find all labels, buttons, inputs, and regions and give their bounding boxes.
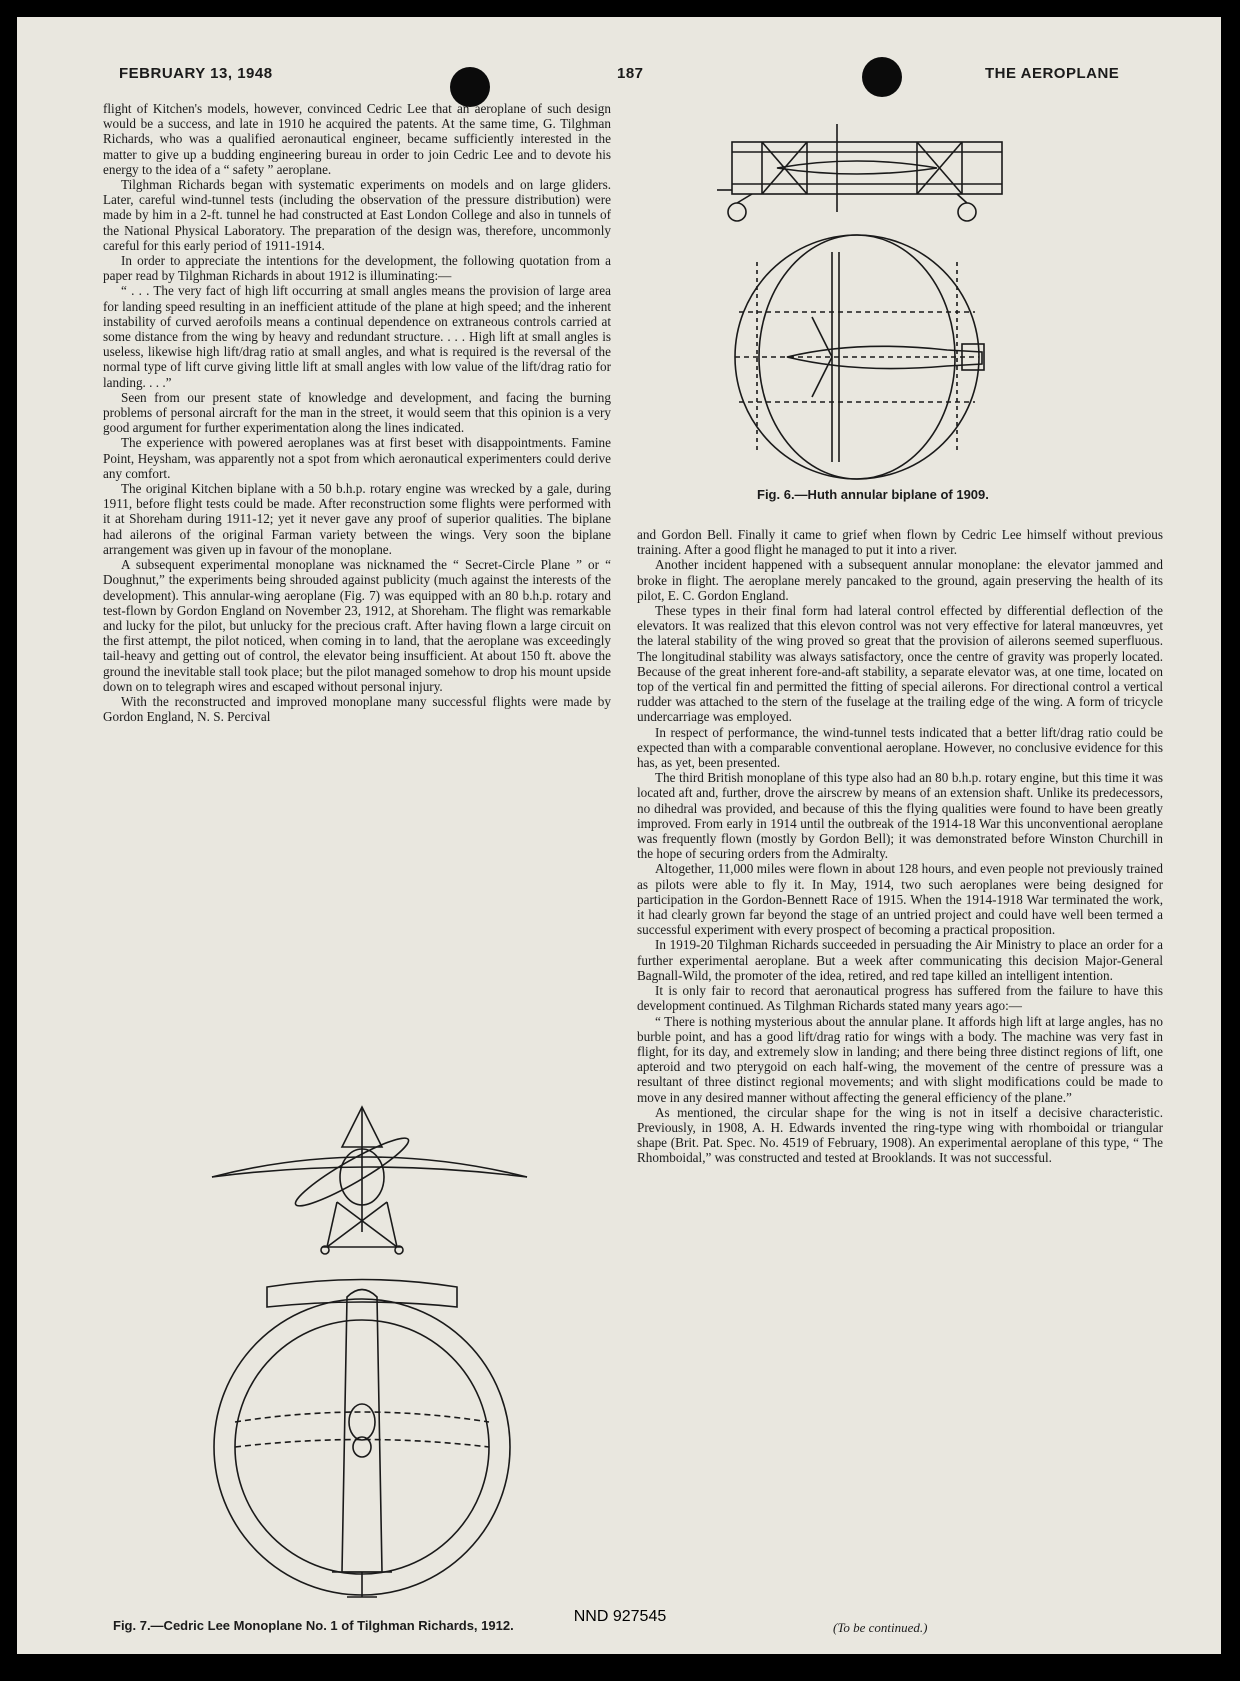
paragraph: Altogether, 11,000 miles were flown in about 128 hours, and even people not previously trained as pilots were able to fly it. In May, 1914, two such aeroplanes were being designed for participation in the Gordon-Bennett Race of 1915. When the 1914-1918 War terminated the work, it had clearly grown far beyond the stage of an untried project and could have well been termed a successful experiment with every prospect of becoming a practical proposition. bbox=[637, 861, 1163, 938]
paragraph: flight of Kitchen's models, however, convinced Cedric Lee that an aeroplane of such design would be a success, and late in 1910 he acquired the patents. At the same time, G. Tilghman Richards, who was a qualified aeronautical engineer, became sufficiently interested in the matter to give up a budding engineering bureau in order to join Cedric Lee and to devote his energy to the idea of a “ safety ” aeroplane. bbox=[103, 101, 611, 177]
figure-6-caption: Fig. 6.—Huth annular biplane of 1909. bbox=[757, 487, 989, 502]
right-column bbox=[637, 527, 1163, 1166]
paragraph: With the reconstructed and improved monoplane many successful flights were made by Gordon England, N. S. Percival bbox=[103, 693, 611, 725]
paragraph: As mentioned, the circular shape for the wing is not in itself a decisive characteristic. Previously, in 1908, A. H. Edwards invented the ring-type wing with rhomboidal or triangular shape (Brit. Pat. Spec. No. 4519 of February, 1908). An experimental aeroplane of this type, “ The Rhomboidal,” was constructed and tested at Brooklands. It was not successful. bbox=[637, 1104, 1163, 1166]
paragraph: and Gordon Bell. Finally it came to grief when flown by Cedric Lee himself without previous training. After a good flight he managed to put it into a river. bbox=[637, 527, 1163, 558]
header-publication: THE AEROPLANE bbox=[985, 65, 1120, 82]
left-column bbox=[103, 101, 611, 724]
to-be-continued: (To be continued.) bbox=[833, 1620, 928, 1635]
figure-7-caption: Fig. 7.—Cedric Lee Monoplane No. 1 of Tilghman Richards, 1912. bbox=[113, 1618, 514, 1633]
paragraph: Seen from our present state of knowledge and development, and facing the burning problems of personal aircraft for the man in the street, it would seem that this opinion is a very good argument for further experimentation along the lines indicated. bbox=[103, 389, 611, 436]
paragraph: It is only fair to record that aeronautical progress has suffered from the failure to have this development continued. As Tilghman Richards stated many years ago:— bbox=[637, 983, 1163, 1014]
quotation: “ . . . The very fact of high lift occurring at small angles means the provision of large area for landing speed resulting in an inefficient attitude of the plane at high speed; and the inherent instability of curved aerofoils means a continual dependence on extraneous controls carried at some distance from the wing by heavy and redundant structure. . . . High lift at small angles is useless, likewise high lift/drag ratio at small angles, and what is required is the reversal of the normal type of lift curve giving little lift at small angles with low value of the lift/drag ratio for landing. . . .” bbox=[103, 283, 611, 390]
paragraph: In respect of performance, the wind-tunnel tests indicated that a better lift/drag ratio could be expected than with a comparable conventional aeroplane. However, no conclusive evidence for this has, as yet, been presented. bbox=[637, 724, 1163, 771]
paragraph: Another incident happened with a subsequent annular monoplane: the elevator jammed and broke in flight. The aeroplane merely pancaked to the ground, again preserving the health of its pilot, E. C. Gordon England. bbox=[637, 557, 1163, 603]
paragraph: The original Kitchen biplane with a 50 b.h.p. rotary engine was wrecked by a gale, during 1911, before flight tests could be made. After reconstruction some flights were performed with it at Shoreham during 1911-12; yet it never gave any proof of superior qualities. The biplane had ailerons of the original Farman variety between the wings. Very soon the biplane arrangement was given up in favour of the monoplane. bbox=[103, 481, 611, 557]
figure-6-drawing bbox=[717, 112, 1047, 502]
paragraph: The third British monoplane of this type also had an 80 b.h.p. rotary engine, but this time it was located aft and, further, drove the airscrew by means of an extension shaft. Unlike its predecessors, no dihedral was provided, and because of this the flying qualities were found to have been greatly improved. From early in 1914 until the outbreak of the 1914-18 War this unconventional aeroplane was frequently flown (mostly by Gordon Bell); it was demonstrated before Winston Churchill in the hope of securing orders from the Admiralty. bbox=[637, 770, 1163, 862]
paragraph: The experience with powered aeroplanes was at first beset with disappointments. Famine Point, Heysham, was apparently not a spot from which aeronautical experimenters could derive any comfort. bbox=[103, 435, 611, 481]
header-date: FEBRUARY 13, 1948 bbox=[119, 65, 273, 82]
header-page-number: 187 bbox=[617, 65, 644, 82]
paragraph: Tilghman Richards began with systematic experiments on models and on large gliders. Later, careful wind-tunnel tests (including the observation of the pressure distribution) were made by him in a 2-ft. tunnel he had constructed at East London College and also in tunnels of the National Physical Laboratory. The preparation of the design was, therefore, uncommonly careful for this early period of 1911-1914. bbox=[103, 177, 611, 253]
paragraph: In 1919-20 Tilghman Richards succeeded in persuading the Air Ministry to place an order for a further experimental aeroplane. But a week after communicating this decision Major-General Bagnall-Wild, the promoter of the idea, retired, and red tape killed an intelligent intention. bbox=[637, 937, 1163, 983]
paragraph: A subsequent experimental monoplane was nicknamed the “ Secret-Circle Plane ” or “ Doughnut,” the experiments being shrouded against publicity (much against the interests of the development). This annular-wing aeroplane (Fig. 7) was equipped with an 80 b.h.p. rotary and test-flown by Gordon England on November 23, 1912, at Shoreham. The flight was remarkable and lucky for the pilot, but unlucky for the precious craft. After having flown a large circuit on the first attempt, the pilot noticed, when coming in to land, that the aeroplane was exceedingly tail-heavy and getting out of control, the elevator being insufficient. At about 150 ft. above the ground the inevitable stall took place; but the pilot managed somehow to drop his mount upside down on to telegraph wires and escaped without personal injury. bbox=[103, 557, 611, 694]
archive-reference: NND 927545 bbox=[573, 1608, 667, 1625]
quotation: “ There is nothing mysterious about the annular plane. It affords high lift at large angles, has no burble point, and has a good lift/drag ratio for wings with a body. The machine was very fast in flight, for its day, and extremely slow in landing; and there being three distinct regions of lift, one apteroid and two pterygoid on each half-wing, the movement of the centre of pressure was a resultant of three distinct regional movements; and with slight modifications could be made to move in any desired manner without affecting the general efficiency of the plane.” bbox=[637, 1013, 1163, 1105]
magazine-page bbox=[17, 17, 1221, 1654]
paragraph: In order to appreciate the intentions for the development, the following quotation from a paper read by Tilghman Richards in about 1912 is illuminating:— bbox=[103, 253, 611, 284]
figure-7-drawing bbox=[207, 1102, 537, 1607]
paragraph: These types in their final form had lateral control effected by differential deflection of the elevators. It was realized that this elevon control was not very effective for lateral manœuvres, yet the lateral stability of the wing proved so great that the provision of ailerons seemed superfluous. The longitudinal stability was always satisfactory, once the centre of gravity was properly located. Because of the great inherent fore-and-aft stability, a separate elevator was, at one time, located on top of the vertical fin and permitted the fitting of special ailerons. For directional control a vertical rudder was attached to the stern of the fuselage at the trailing edge of the wing. A form of tricycle undercarriage was employed. bbox=[637, 603, 1163, 725]
punch-hole-right bbox=[862, 57, 902, 97]
